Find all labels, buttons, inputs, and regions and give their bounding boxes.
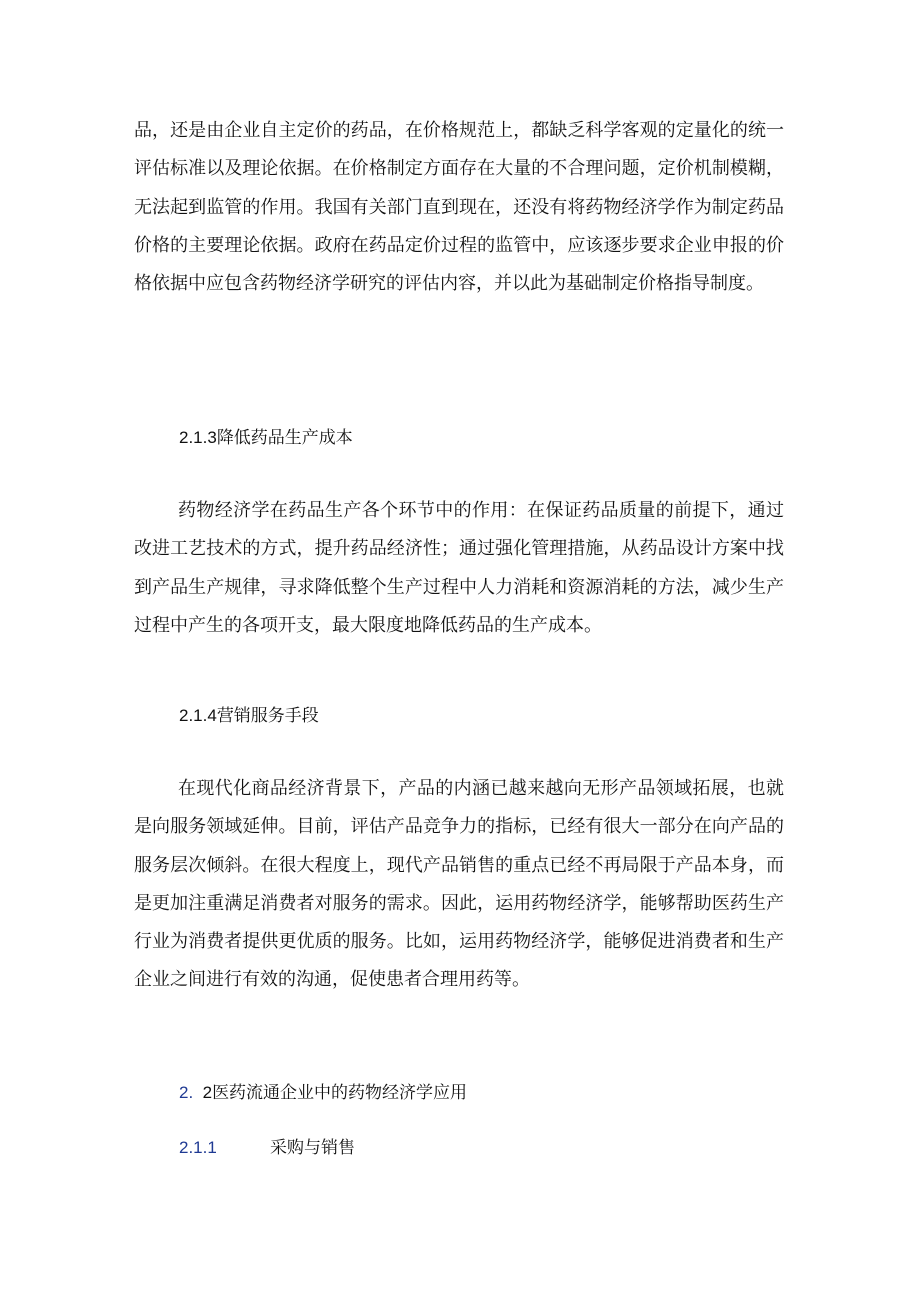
paragraph-pricing: 品，还是由企业自主定价的药品，在价格规范上，都缺乏科学客观的定量化的统一评估标准以及理论依据。在价格制定方面存在大量的不合理问题，定价机制模糊，无法起到监管的作用。我国有关部门直到现在，还没有将药物经济学作为制定药品价格的主要理论依据。政府在药品定价过程的监管中，应该逐步要求企业申报的价格依据中应包含药物经济学研究的评估内容，并以此为基础制定价格指导制度。 xyxy=(134,120,784,295)
heading-number: 2.1.3 xyxy=(179,428,217,447)
heading-2-1-4 xyxy=(179,704,319,728)
heading-2-1-1 xyxy=(179,1136,355,1160)
heading-title: 医药流通企业中的药物经济学应用 xyxy=(212,1083,468,1103)
heading-number: 2. xyxy=(179,1083,194,1102)
heading-2-2 xyxy=(179,1081,467,1105)
paragraph-marketing-service: 在现代化商品经济背景下，产品的内涵已越来越向无形产品领域拓展，也就是向服务领域延伸。目前，评估产品竞争力的指标，已经有很大一部分在向产品的服务层次倾斜。在很大程度上，现代产品销售的重点已经不再局限于产品本身，而是更加注重满足消费者对服务的需求。因此，运用药物经济学，能够帮助医药生产行业为消费者提供更优质的服务。比如，运用药物经济学，能够促进消费者和生产企业之间进行有效的沟通，促使患者合理用药等。 xyxy=(134,778,784,991)
heading-number-suffix: 2 xyxy=(202,1083,213,1102)
heading-2-1-3 xyxy=(179,426,353,450)
heading-title: 营销服务手段 xyxy=(216,706,319,726)
heading-number: 2.1.1 xyxy=(179,1138,217,1157)
paragraph-production-cost: 药物经济学在药品生产各个环节中的作用：在保证药品质量的前提下，通过改进工艺技术的方式，提升药品经济性；通过强化管理措施，从药品设计方案中找到产品生产规律，寻求降低整个生产过程中人力消耗和资源消耗的方法，减少生产过程中产生的各项开支，最大限度地降低药品的生产成本。 xyxy=(134,500,784,636)
heading-title: 降低药品生产成本 xyxy=(216,428,353,448)
heading-number: 2.1.4 xyxy=(179,706,217,725)
heading-title: 采购与销售 xyxy=(270,1138,355,1158)
